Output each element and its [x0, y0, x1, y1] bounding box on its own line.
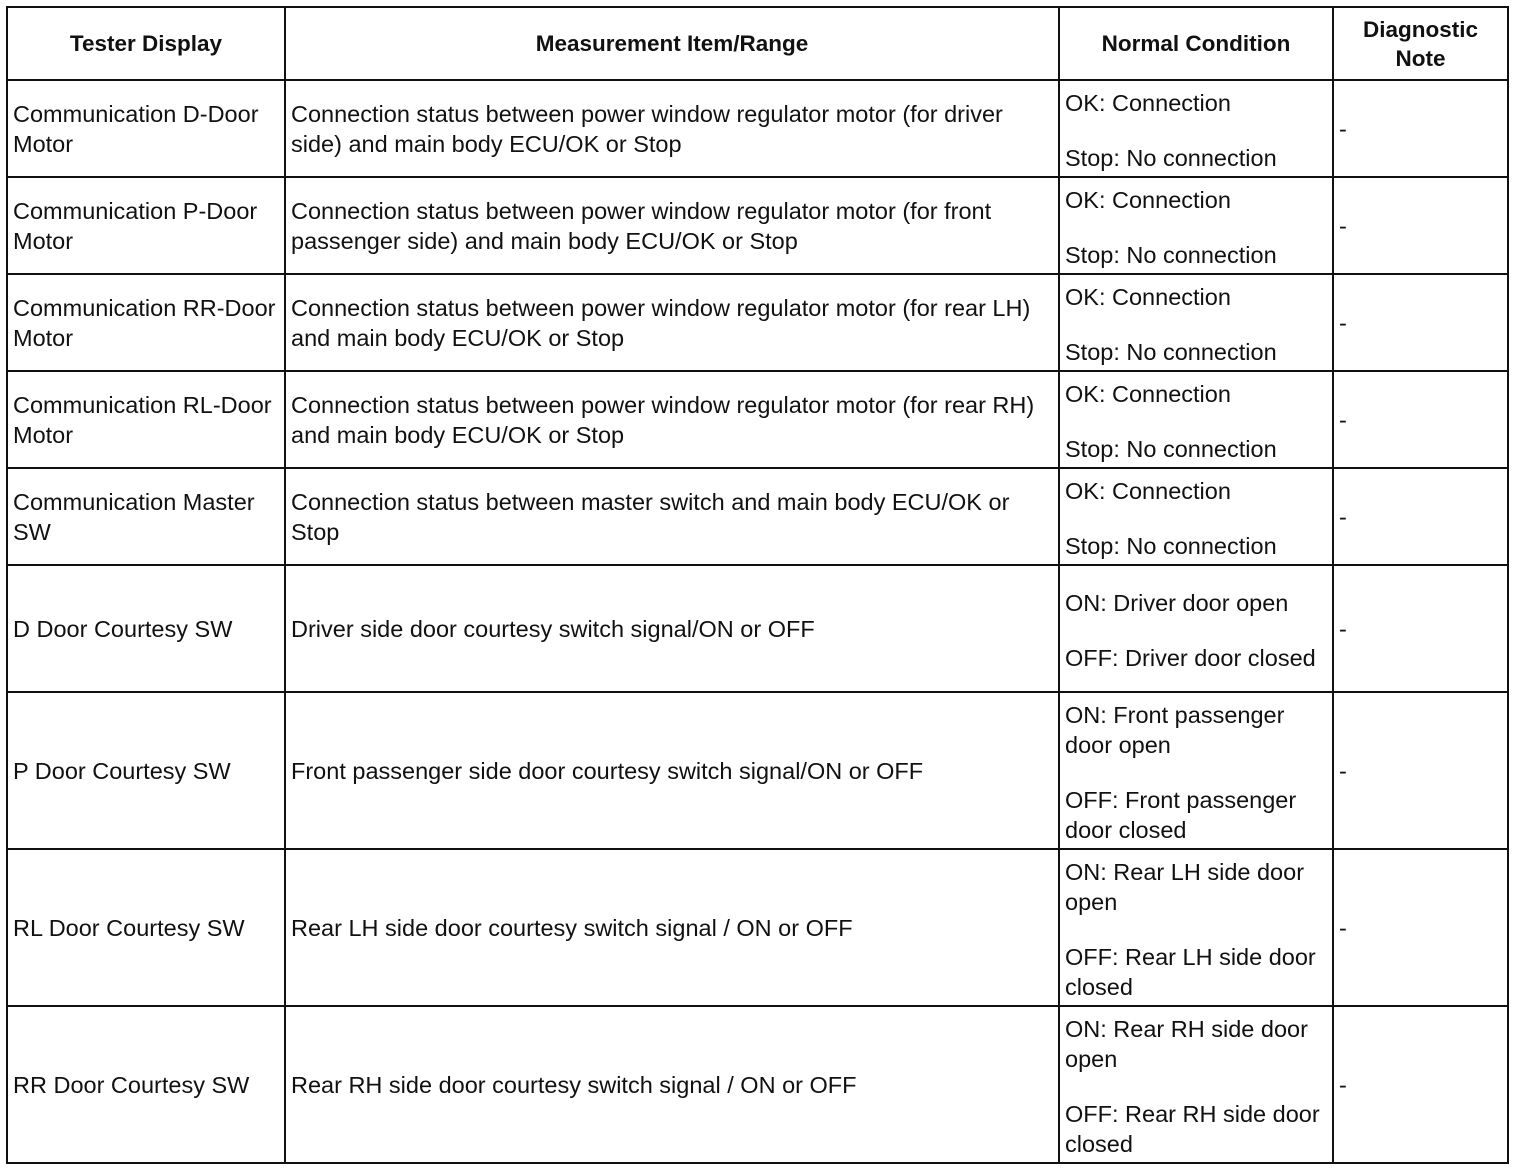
cell-tester-display: RR Door Courtesy SW: [7, 1006, 285, 1163]
condition-on: ON: Front passenger door open: [1065, 702, 1285, 758]
condition-off: OFF: Driver door closed: [1065, 645, 1316, 671]
cell-measurement: Front passenger side door courtesy switch signal/ON or OFF: [285, 692, 1059, 849]
cell-normal-condition: [1059, 565, 1333, 692]
condition-off: OFF: Rear LH side door closed: [1065, 944, 1316, 1000]
cell-tester-display: Communication RR-Door Motor: [7, 274, 285, 371]
diagnostic-data-table: [6, 6, 1509, 1164]
cell-measurement: Connection status between power window regulator motor (for rear LH) and main body ECU/OK or Stop: [285, 274, 1059, 371]
table-row: [7, 80, 1508, 177]
cell-tester-display: Communication D-Door Motor: [7, 80, 285, 177]
cell-diagnostic-note: -: [1333, 371, 1508, 468]
condition-on: ON: Rear LH side door open: [1065, 859, 1305, 915]
condition-off: Stop: No connection: [1065, 533, 1277, 559]
cell-measurement: Rear RH side door courtesy switch signal / ON or OFF: [285, 1006, 1059, 1163]
cell-diagnostic-note: -: [1333, 177, 1508, 274]
header-normal-condition: Normal Condition: [1059, 7, 1333, 80]
condition-off: OFF: Front passenger door closed: [1065, 787, 1297, 843]
table-row: [7, 849, 1508, 1006]
cell-tester-display: Communication P-Door Motor: [7, 177, 285, 274]
cell-diagnostic-note: -: [1333, 1006, 1508, 1163]
condition-on: ON: Driver door open: [1065, 590, 1289, 616]
condition-on: OK: Connection: [1065, 284, 1231, 310]
cell-normal-condition: [1059, 177, 1333, 274]
cell-normal-condition: [1059, 371, 1333, 468]
header-tester-display: Tester Display: [7, 7, 285, 80]
condition-on: OK: Connection: [1065, 187, 1231, 213]
cell-normal-condition: [1059, 692, 1333, 849]
condition-off: Stop: No connection: [1065, 145, 1277, 171]
cell-diagnostic-note: -: [1333, 565, 1508, 692]
cell-measurement: Connection status between master switch and main body ECU/OK or Stop: [285, 468, 1059, 565]
header-measurement-item: Measurement Item/Range: [285, 7, 1059, 80]
cell-diagnostic-note: -: [1333, 80, 1508, 177]
cell-measurement: Connection status between power window regulator motor (for rear RH) and main body ECU/OK or Stop: [285, 371, 1059, 468]
cell-measurement: Rear LH side door courtesy switch signal / ON or OFF: [285, 849, 1059, 1006]
table-row: [7, 371, 1508, 468]
condition-off: OFF: Rear RH side door closed: [1065, 1101, 1320, 1157]
cell-measurement: Driver side door courtesy switch signal/ON or OFF: [285, 565, 1059, 692]
condition-on: OK: Connection: [1065, 381, 1231, 407]
header-diagnostic-note: Diagnostic Note: [1333, 7, 1508, 80]
cell-tester-display: D Door Courtesy SW: [7, 565, 285, 692]
table-row: [7, 177, 1508, 274]
condition-on: OK: Connection: [1065, 90, 1231, 116]
table-row: [7, 565, 1508, 692]
cell-normal-condition: [1059, 1006, 1333, 1163]
table-row: [7, 692, 1508, 849]
cell-diagnostic-note: -: [1333, 274, 1508, 371]
cell-tester-display: RL Door Courtesy SW: [7, 849, 285, 1006]
condition-on: ON: Rear RH side door open: [1065, 1016, 1308, 1072]
table-row: [7, 274, 1508, 371]
cell-normal-condition: [1059, 849, 1333, 1006]
condition-on: OK: Connection: [1065, 478, 1231, 504]
table-header-row: [7, 7, 1508, 80]
condition-off: Stop: No connection: [1065, 242, 1277, 268]
table-row: [7, 1006, 1508, 1163]
cell-normal-condition: [1059, 80, 1333, 177]
cell-tester-display: Communication Master SW: [7, 468, 285, 565]
condition-off: Stop: No connection: [1065, 339, 1277, 365]
condition-off: Stop: No connection: [1065, 436, 1277, 462]
cell-normal-condition: [1059, 468, 1333, 565]
table-row: [7, 468, 1508, 565]
cell-measurement: Connection status between power window regulator motor (for driver side) and main body ECU/OK or Stop: [285, 80, 1059, 177]
cell-diagnostic-note: -: [1333, 849, 1508, 1006]
cell-diagnostic-note: -: [1333, 692, 1508, 849]
cell-diagnostic-note: -: [1333, 468, 1508, 565]
cell-normal-condition: [1059, 274, 1333, 371]
cell-tester-display: Communication RL-Door Motor: [7, 371, 285, 468]
cell-measurement: Connection status between power window regulator motor (for front passenger side) and main body ECU/OK or Stop: [285, 177, 1059, 274]
cell-tester-display: P Door Courtesy SW: [7, 692, 285, 849]
